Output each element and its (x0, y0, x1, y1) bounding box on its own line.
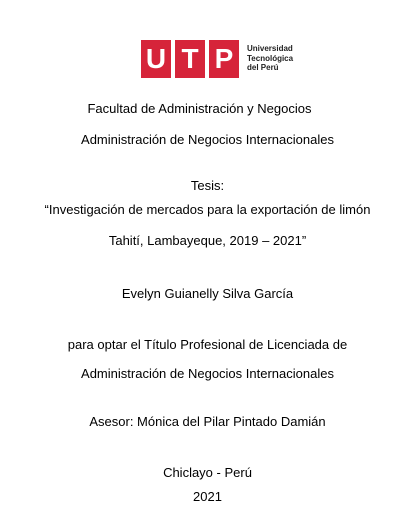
author-name: Evelyn Guianelly Silva García (121, 286, 294, 301)
year: 2021 (193, 489, 222, 504)
purpose-line-2: Administración de Negocios Internacionales (81, 366, 334, 381)
logo-letter-p: P (209, 40, 239, 78)
thesis-title-line-2: Tahití, Lambayeque, 2019 – 2021” (108, 233, 307, 248)
logo-letter-u: U (141, 40, 171, 78)
logo-wordmark (247, 44, 319, 73)
program-name: Administración de Negocios Internacionales (81, 132, 334, 147)
logo-line-3: del Perú (247, 63, 279, 72)
thesis-label: Tesis: (190, 178, 225, 193)
advisor-name: Asesor: Mónica del Pilar Pintado Damián (89, 414, 326, 429)
utp-logo (141, 40, 316, 78)
faculty-name: Facultad de Administración y Negocios (87, 101, 312, 116)
purpose-line-1: para optar el Título Profesional de Licenciada de (67, 337, 348, 352)
thesis-title-line-1: “Investigación de mercados para la exportación de limón (44, 202, 371, 217)
logo-line-1: Universidad (247, 44, 293, 53)
logo-letter-t: T (175, 40, 205, 78)
location: Chiclayo - Perú (163, 465, 252, 480)
logo-line-2: Tecnológica (247, 53, 294, 63)
